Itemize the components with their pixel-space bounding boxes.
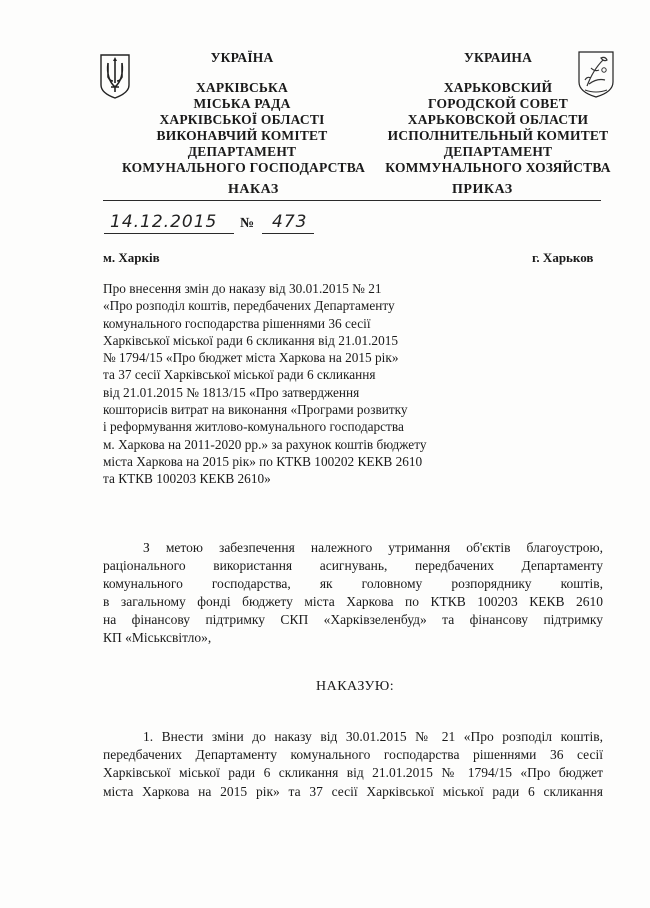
- subject-line: міста Харкова на 2015 рік» по КТКВ 100202 КЕКВ 2610: [103, 453, 423, 469]
- subject-line: «Про розподіл коштів, передбачених Департаменту: [103, 298, 395, 314]
- header-uk-line: ХАРКІВСЬКОЇ ОБЛАСТІ: [159, 112, 325, 127]
- header-ukrainian: [122, 50, 366, 176]
- subject-line: та КТКВ 100203 КЕКВ 2610»: [103, 471, 271, 487]
- header-russian: [383, 50, 613, 176]
- order-item-1: [103, 728, 603, 801]
- preamble-line: раціонального використання асигнувань, передбачених Департаменту: [103, 558, 603, 573]
- subject-line: кошторисів витрат на виконання «Програми розвитку: [103, 402, 408, 418]
- country-name-ru: УКРАИНА: [463, 50, 533, 65]
- header-uk-line: МІСЬКА РАДА: [193, 96, 291, 111]
- subject-line: і реформування житлово-комунального господарства: [103, 419, 404, 435]
- order-date: 14.12.2015: [110, 212, 218, 232]
- header-ru-line: ИСПОЛНИТЕЛЬНЫЙ КОМИТЕТ: [387, 128, 609, 143]
- item-line: передбачених Департаменту комунального господарства рішеннями 36 сесії: [103, 747, 603, 763]
- subject-line: Харківської міської ради 6 скликання від 21.01.2015: [103, 332, 399, 348]
- preamble-line: комунального господарства, як головному розпоряднику коштів,: [103, 576, 603, 591]
- header-divider: [103, 200, 601, 201]
- preamble-line: на фінансову підтримку СКП «Харківзеленбуд» та фінансову підтримку: [103, 612, 603, 627]
- subject-line: м. Харкова на 2011-2020 рр.» за рахунок коштів бюджету: [103, 436, 427, 452]
- number-underline: [262, 233, 314, 234]
- subject-line: Про внесення змін до наказу від 30.01.2015 № 21: [103, 281, 382, 296]
- preamble-line: КП «Міськсвітло»,: [103, 630, 212, 645]
- preamble-line: З метою забезпечення належного утримання об'єктів благоустрою,: [143, 540, 603, 555]
- item-line: міста Харкова на 2015 рік» та 37 сесії Харківської міської ради 6 скликання: [103, 783, 603, 799]
- order-title-uk: НАКАЗ: [228, 182, 279, 197]
- subject-line: від 21.01.2015 № 1813/15 «Про затвердження: [103, 384, 360, 400]
- item-line: 1. Внести зміни до наказу від 30.01.2015 № 21 «Про розподіл коштів,: [143, 729, 603, 744]
- header-ru-line: ХАРЬКОВСКИЙ: [443, 80, 553, 95]
- header-uk-line: ВИКОНАВЧИЙ КОМІТЕТ: [156, 128, 328, 143]
- date-underline: [104, 233, 234, 234]
- city-ru: г. Харьков: [532, 250, 594, 265]
- city-uk: м. Харків: [103, 250, 160, 265]
- order-number: 473: [272, 212, 308, 232]
- header-uk-line: КОМУНАЛЬНОГО ГОСПОДАРСТВА: [122, 160, 366, 175]
- item-line: Харківської міської ради 6 скликання від 21.01.2015 № 1794/15 «Про бюджет: [103, 765, 603, 781]
- subject-line: та 37 сесії Харківської міської ради 6 скликання: [103, 367, 376, 383]
- preamble-paragraph: [103, 539, 603, 647]
- country-name-uk: УКРАЇНА: [210, 50, 274, 65]
- order-subject: [103, 280, 523, 488]
- number-sign: №: [240, 216, 255, 231]
- header-ru-line: ГОРОДСКОЙ СОВЕТ: [428, 96, 568, 111]
- header-ru-line: ДЕПАРТАМЕНТ: [443, 144, 553, 159]
- order-title-ru: ПРИКАЗ: [452, 182, 513, 197]
- header-ru-line: ХАРЬКОВСКОЙ ОБЛАСТИ: [407, 112, 589, 127]
- subject-line: комунального господарства рішеннями 36 сесії: [103, 315, 371, 331]
- header-uk-line: ДЕПАРТАМЕНТ: [187, 144, 297, 159]
- subject-line: № 1794/15 «Про бюджет міста Харкова на 2015 рік»: [103, 350, 399, 366]
- header-uk-line: ХАРКІВСЬКА: [195, 80, 288, 95]
- preamble-line: в загальному фонді бюджету міста Харкова по КТКВ 100203 КЕКВ 2610: [103, 594, 603, 609]
- order-directive-heading: НАКАЗУЮ:: [316, 679, 395, 694]
- header-ru-line: КОММУНАЛЬНОГО ХОЗЯЙСТВА: [385, 160, 611, 175]
